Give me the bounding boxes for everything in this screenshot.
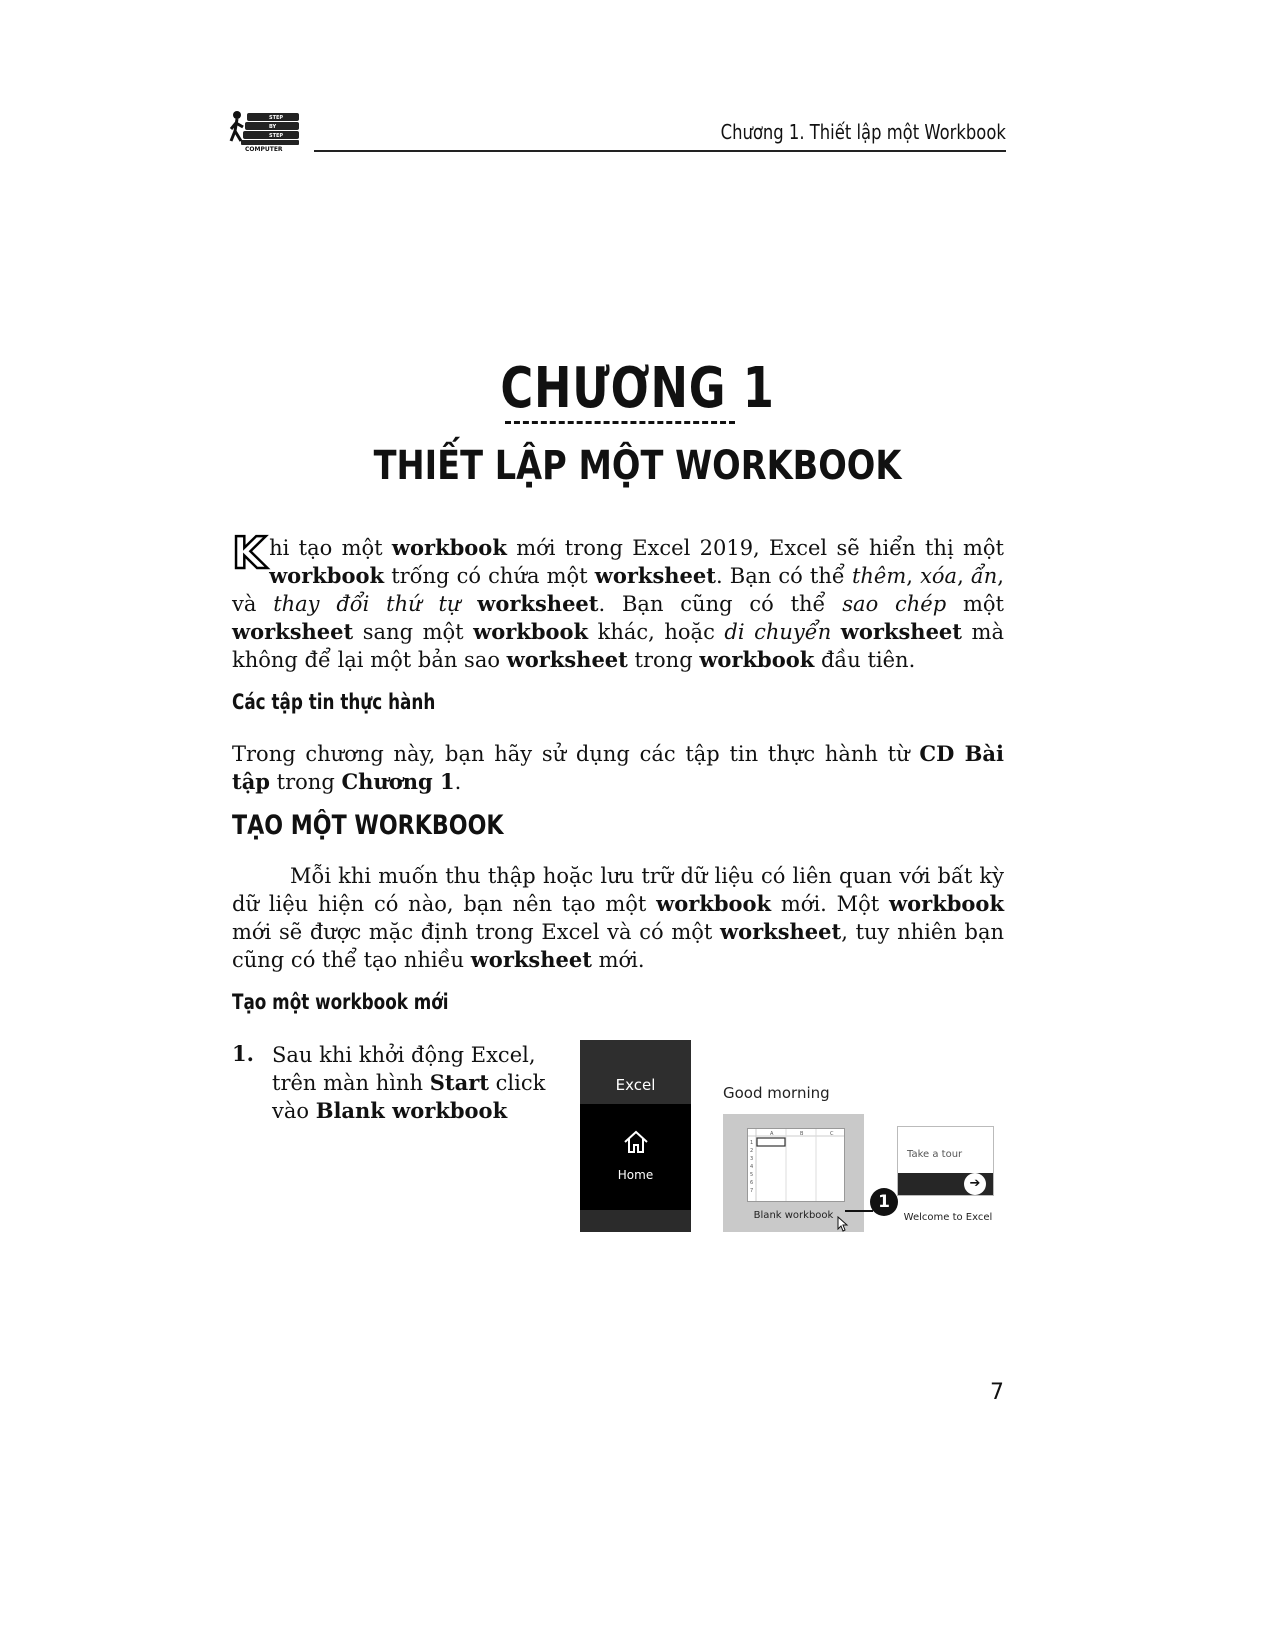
drop-cap: K <box>232 528 267 579</box>
welcome-to-excel-caption: Welcome to Excel <box>903 1212 993 1223</box>
text-run: , <box>906 564 921 588</box>
step-number: 1. <box>232 1041 254 1066</box>
greeting-text: Good morning <box>723 1084 830 1102</box>
text-run <box>460 592 477 616</box>
bold-term: worksheet <box>840 619 962 644</box>
excel-start-screenshot <box>580 1040 1000 1232</box>
bold-term: worksheet <box>232 619 354 644</box>
bold-term: workbook <box>269 563 385 588</box>
publisher-logo <box>229 109 313 153</box>
text-run: trong <box>270 770 342 794</box>
text-run: khác, hoặc <box>588 620 725 644</box>
callout-leader-line <box>845 1210 873 1212</box>
create-workbook-heading: TẠO MỘT WORKBOOK <box>232 810 504 841</box>
bold-term: Blank workbook <box>315 1098 508 1123</box>
sheet-column-label: A <box>770 1131 774 1137</box>
header-rule <box>314 150 1006 152</box>
sidebar-item-home-label: Home <box>617 1168 654 1182</box>
svg-text:BY: BY <box>269 124 277 130</box>
mouse-cursor-icon <box>837 1216 849 1232</box>
text-run: . Bạn có thể <box>715 564 852 588</box>
page-number: 7 <box>990 1380 1004 1405</box>
bold-term: worksheet <box>720 919 842 944</box>
text-run: Sau khi khởi động Excel, trên màn hình <box>272 1043 536 1095</box>
new-workbook-heading: Tạo một workbook mới <box>232 990 449 1014</box>
bold-term: CD Bài tập <box>232 741 1004 794</box>
bold-term: Chương 1 <box>341 769 455 794</box>
italic-term: sao chép <box>842 592 947 616</box>
sidebar-item-home[interactable] <box>580 1104 691 1210</box>
sheet-column-label: C <box>830 1131 834 1137</box>
text-run: đầu tiên. <box>814 648 916 672</box>
practice-files-paragraph <box>232 740 1004 796</box>
chapter-number: CHƯƠNG 1 <box>500 356 775 421</box>
chapter-title: THIẾT LẬP MỘT WORKBOOK <box>373 443 902 489</box>
excel-sidebar <box>580 1040 691 1232</box>
text-run: một <box>946 592 1004 616</box>
intro-paragraph <box>232 528 1004 674</box>
svg-text:COMPUTER: COMPUTER <box>245 146 283 153</box>
intro-text <box>232 528 1004 672</box>
take-a-tour-tile[interactable] <box>897 1126 994 1196</box>
blank-workbook-tile[interactable] <box>723 1114 864 1232</box>
sheet-row-label: 3 <box>750 1156 754 1162</box>
italic-term: ẩn <box>970 564 998 588</box>
sheet-row-labels <box>750 1140 753 1194</box>
italic-term: di chuyển <box>724 620 832 644</box>
spreadsheet-thumbnail-icon <box>747 1128 845 1202</box>
callout-number-badge: 1 <box>870 1188 898 1216</box>
bold-term: workbook <box>473 619 589 644</box>
text-run: mới. <box>591 948 645 972</box>
step-text <box>272 1041 566 1125</box>
text-run: mới. Một <box>771 892 890 916</box>
excel-app-name: Excel <box>615 1076 656 1094</box>
sheet-row-label: 1 <box>750 1140 754 1146</box>
svg-text:STEP: STEP <box>269 115 284 121</box>
running-header-title: Chương 1. Thiết lập một Workbook <box>720 120 1006 144</box>
arrow-right-icon: ➔ <box>964 1173 986 1195</box>
bold-term: Start <box>429 1070 489 1095</box>
text-run: mới sẽ được mặc định trong Excel và có một <box>232 920 721 944</box>
bold-term: worksheet <box>477 591 599 616</box>
take-a-tour-label: Take a tour <box>907 1149 963 1160</box>
text-run: Trong chương này, bạn hãy sử dụng các tập tin thực hành từ <box>232 742 920 766</box>
italic-term: xóa <box>920 564 958 588</box>
bold-term: workbook <box>656 891 772 916</box>
text-run: . Bạn cũng có thể <box>598 592 843 616</box>
text-run: , tuy nhiên bạn cũng có thể tạo nhiều <box>232 920 1004 972</box>
sheet-row-label: 4 <box>750 1164 754 1170</box>
sidebar-footer <box>580 1210 691 1232</box>
italic-term: thay đổi thứ tự <box>273 592 461 616</box>
blank-workbook-label: Blank workbook <box>753 1210 834 1221</box>
text-run: trong <box>627 648 700 672</box>
italic-term: thêm <box>851 564 907 588</box>
chapter-underline <box>505 421 735 424</box>
sidebar-header <box>580 1040 691 1104</box>
bold-term: workbook <box>391 535 507 560</box>
sheet-row-label: 6 <box>750 1180 754 1186</box>
text-run: trống có chứa một <box>384 564 595 588</box>
text-run: mới trong Excel 2019, Excel sẽ hiển thị một <box>506 536 1004 560</box>
text-run: hi tạo một <box>269 536 392 560</box>
bold-term: worksheet <box>470 947 592 972</box>
text-run: mà không để lại một bản sao <box>232 620 1004 672</box>
sheet-row-label: 5 <box>750 1172 754 1178</box>
bold-term: workbook <box>889 891 1004 916</box>
text-run: , và <box>232 564 1004 616</box>
svg-text:STEP: STEP <box>269 133 284 139</box>
home-icon <box>622 1128 650 1156</box>
bold-term: worksheet <box>594 563 716 588</box>
text-run <box>831 620 841 644</box>
sheet-row-label: 2 <box>750 1148 754 1154</box>
text-run: , <box>957 564 971 588</box>
practice-files-heading: Các tập tin thực hành <box>232 690 436 714</box>
text-run: sang một <box>353 620 474 644</box>
bold-term: worksheet <box>506 647 628 672</box>
text-run: Mỗi khi muốn thu thập hoặc lưu trữ dữ liệu có liên quan với bất kỳ dữ liệu hiện có nào, bạn nên tạo một <box>232 864 1004 916</box>
sheet-row-label: 7 <box>750 1188 754 1194</box>
create-workbook-paragraph <box>232 862 1004 974</box>
text-run: click vào <box>272 1071 546 1123</box>
bold-term: workbook <box>699 647 815 672</box>
text-run: . <box>454 770 462 794</box>
sheet-column-label: B <box>800 1131 804 1137</box>
